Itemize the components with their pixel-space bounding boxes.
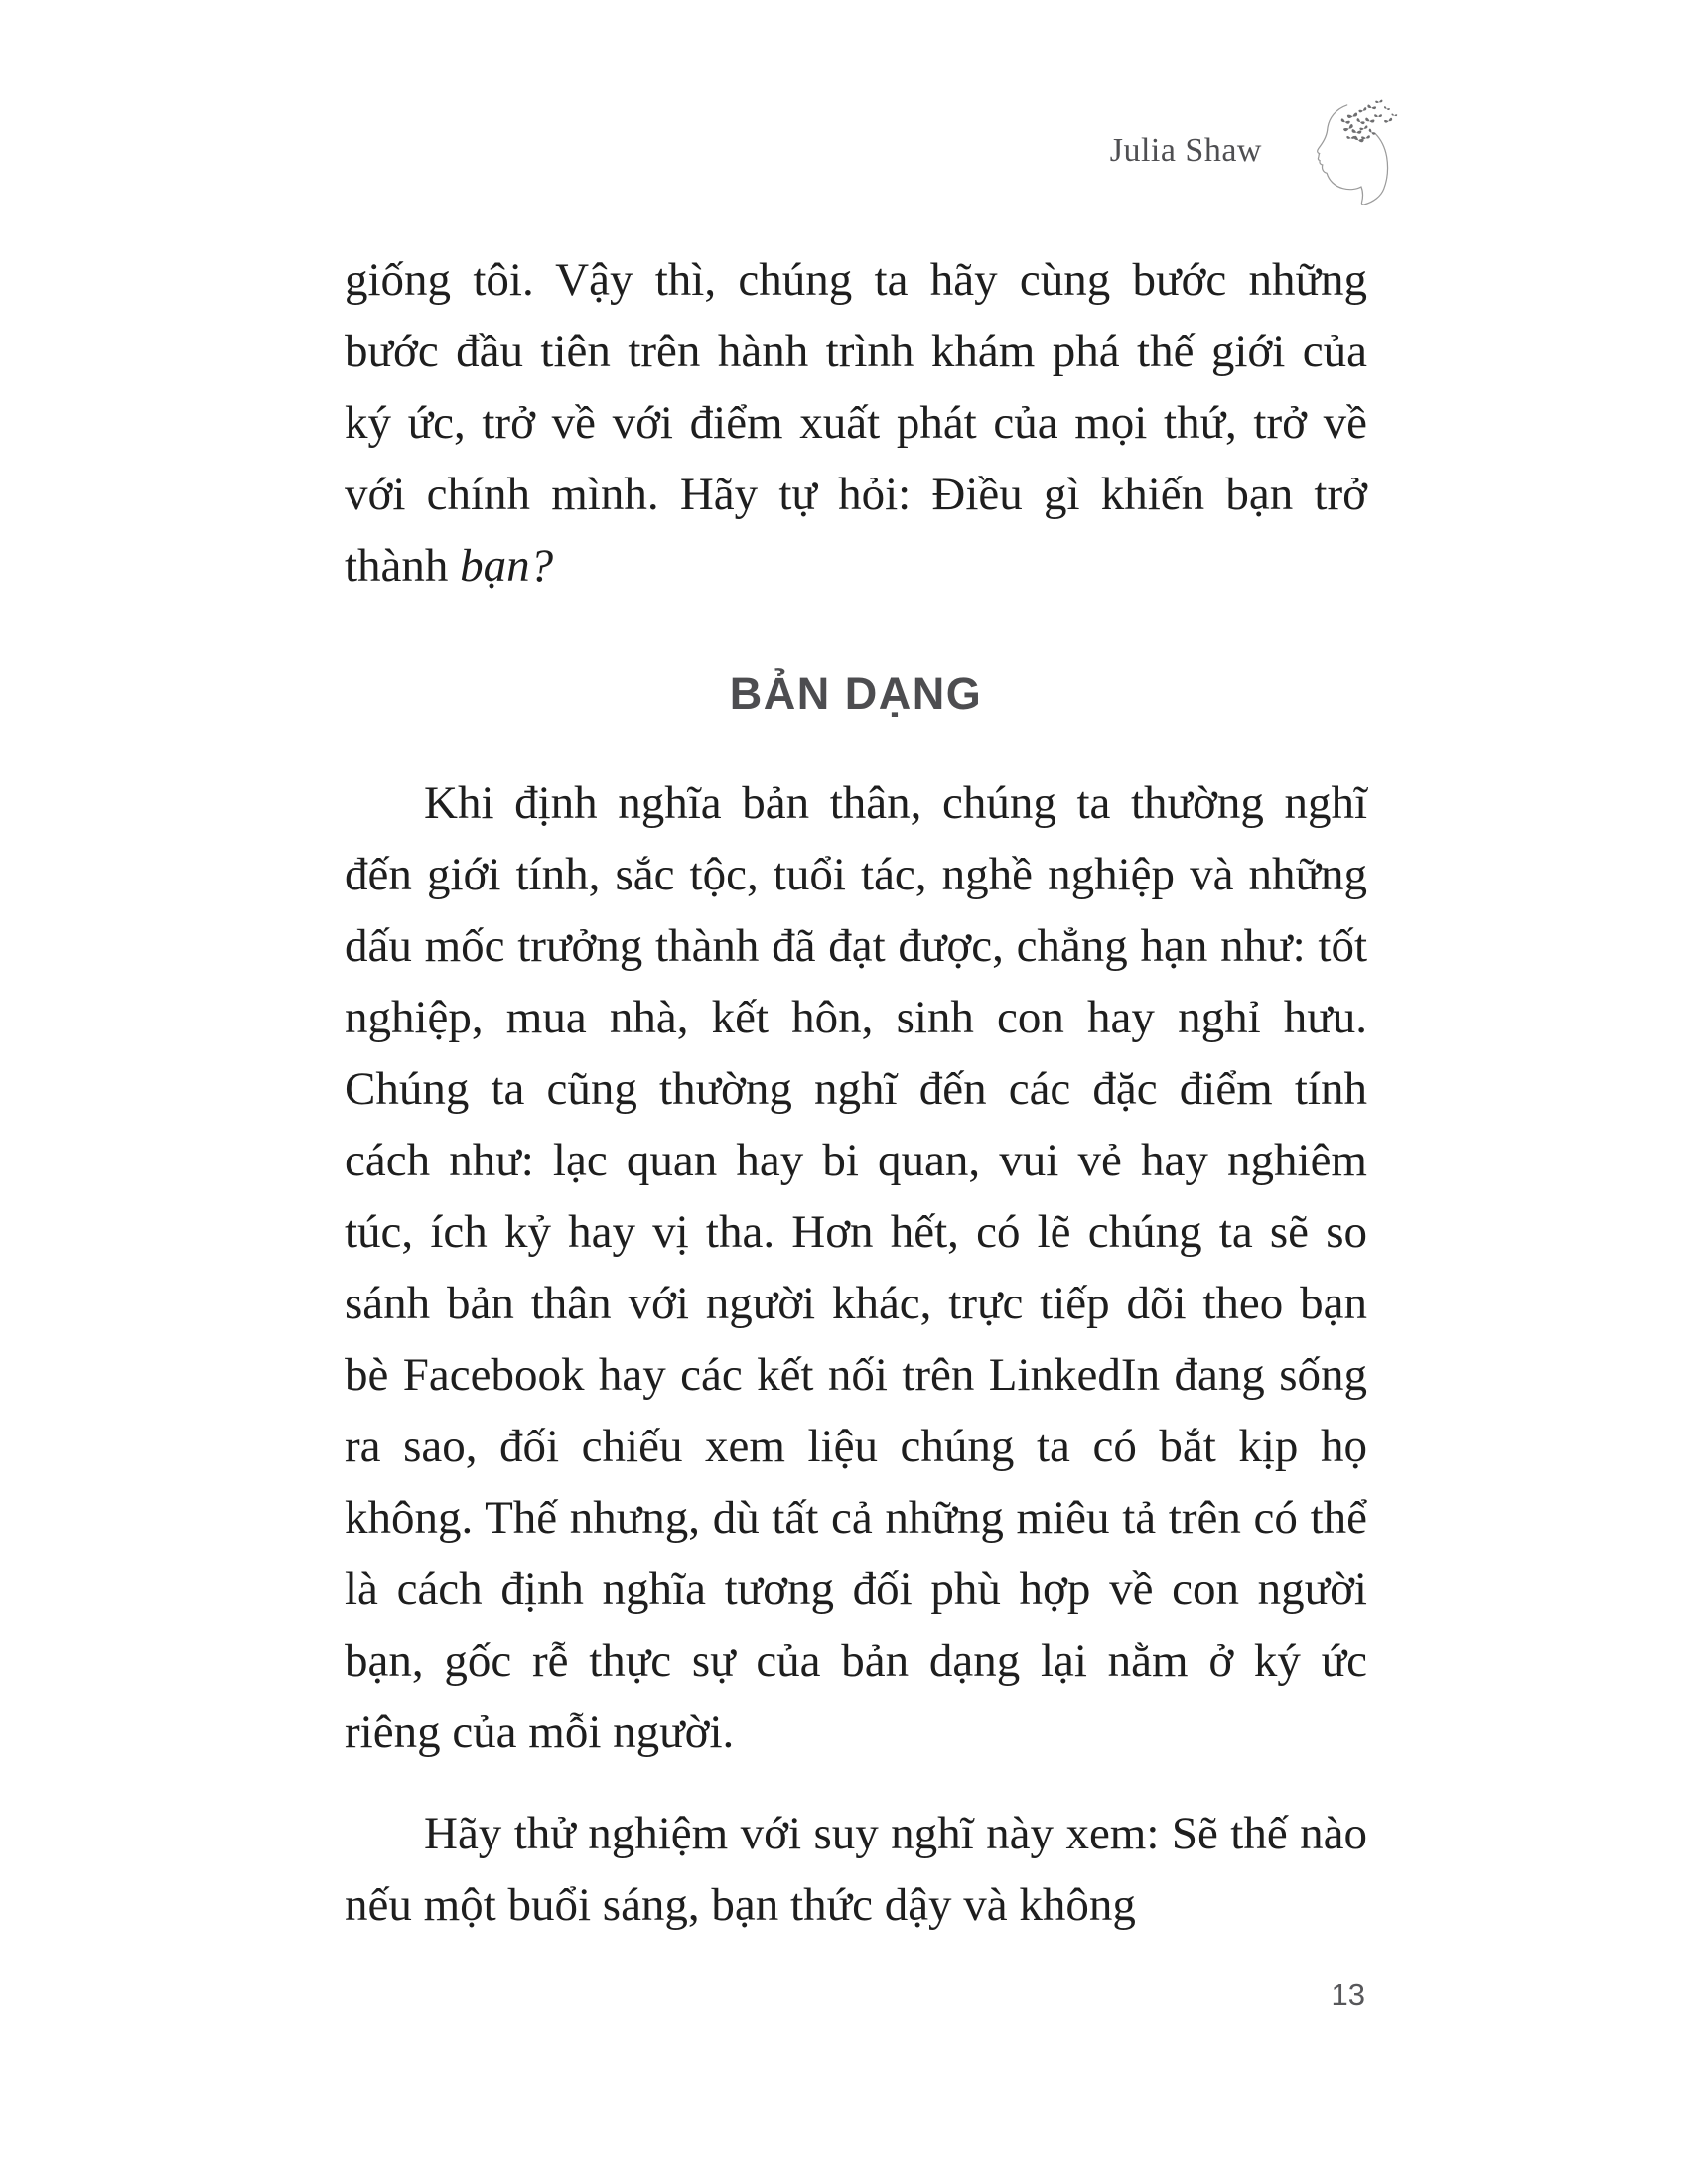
paragraph: Khi định nghĩa bản thân, chúng ta thường nghĩ đến giới tính, sắc tộc, tuổi tác, nghề nghiệp và những dấu mốc trưởng thành đã đạt được, chẳng hạn như: tốt nghiệp, mua nhà, kết hôn, sinh con hay nghỉ hưu. Chúng ta cũng thường nghĩ đến các đặc điểm tính cách như: lạc quan hay bi quan, vui vẻ hay nghiêm túc, ích kỷ hay vị tha. Hơn hết, có lẽ chúng ta sẽ so sánh bản thân với người khác, trực tiếp dõi theo bạn bè Facebook hay các kết nối trên LinkedIn đang sống ra sao, đối chiếu xem liệu chúng ta có bắt kịp họ không. Thế nhưng, dù tất cả những miêu tả trên có thể là cách định nghĩa tương đối phù hợp về con người bạn, gốc rễ thực sự của bản dạng lại nằm ở ký ức riêng của mỗi người. [345,777,1367,1758]
running-head-author: Julia Shaw [1109,132,1262,169]
section-heading: BẢN DẠNG [729,668,983,719]
paragraph-text: giống tôi. Vậy thì, chúng ta hãy cùng bước những bước đầu tiên trên hành trình khám phá thế giới của ký ức, trở về với điểm xuất phát của mọi thứ, trở về với chính mình. Hãy tự hỏi: Điều gì khiến bạn trở thành [345,254,1367,592]
body-text-column [345,244,1367,1941]
paragraph-continuation [345,244,1367,602]
running-header [1110,95,1398,206]
page-number: 13 [1331,1978,1365,2012]
paragraph: Hãy thử nghiệm với suy nghĩ này xem: Sẽ thế nào nếu một buổi sáng, bạn thức dậy và không [345,1808,1367,1931]
emphasized-word: bạn? [460,540,554,592]
head-with-butterflies-icon [1304,95,1398,206]
